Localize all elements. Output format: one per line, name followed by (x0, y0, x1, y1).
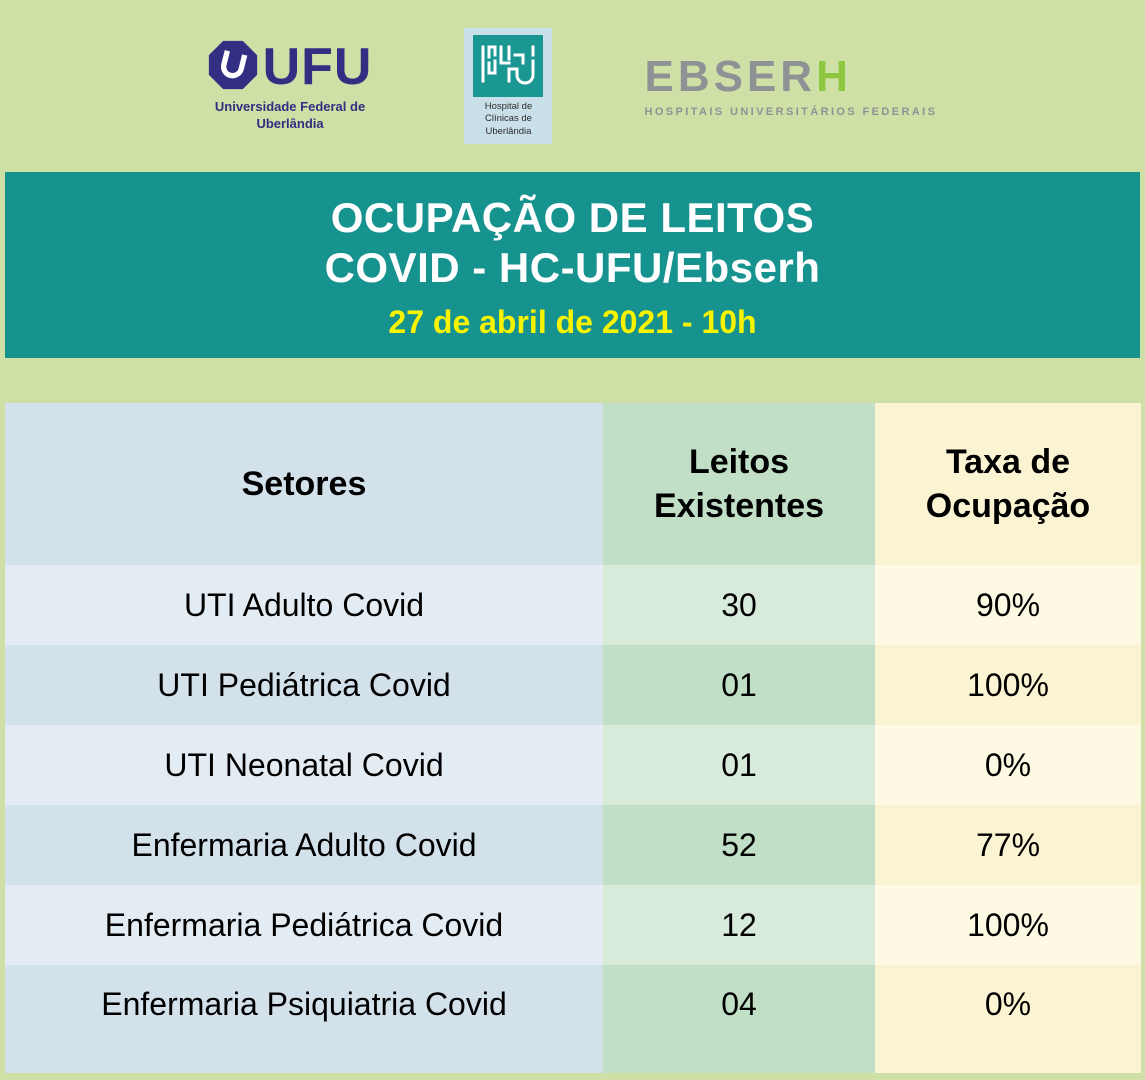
hc-logo (464, 28, 552, 144)
table-row (5, 565, 1141, 645)
cell-leitos: 01 (603, 725, 875, 805)
cell-leitos: 12 (603, 885, 875, 965)
table-row (5, 885, 1141, 965)
column-header-leitos-existentes: Leitos Existentes (603, 403, 875, 565)
cell-taxa: 90% (875, 565, 1141, 645)
table-header-row (5, 403, 1141, 565)
cell-taxa: 77% (875, 805, 1141, 885)
ebserh-logo (644, 51, 938, 118)
banner-date: 27 de abril de 2021 - 10h (388, 304, 757, 340)
table-row (5, 965, 1141, 1073)
cell-taxa: 0% (875, 965, 1141, 1073)
ufu-acronym-text: UFU (262, 38, 373, 97)
logos-header (0, 0, 1145, 172)
ebserh-wordmark (644, 51, 937, 101)
title-banner (5, 172, 1140, 358)
cell-setor: Enfermaria Adulto Covid (5, 805, 603, 885)
ufu-octagon-icon (208, 40, 258, 95)
ufu-logo (208, 40, 373, 133)
ufu-wordmark (208, 40, 373, 95)
cell-setor: UTI Neonatal Covid (5, 725, 603, 805)
banner-title-line1: OCUPAÇÃO DE LEITOS (330, 194, 815, 241)
banner-title-line2: COVID - HC-UFU/Ebserh (324, 244, 821, 291)
column-header-taxa-ocupacao: Taxa de Ocupação (875, 403, 1141, 565)
hc-name-text: Hospital de Clínicas de Uberlândia (484, 100, 533, 137)
cell-taxa: 0% (875, 725, 1141, 805)
hc-maze-icon (473, 35, 543, 97)
column-header-setores: Setores (5, 403, 603, 565)
ebserh-wordmark-green: H (816, 51, 852, 101)
cell-setor: Enfermaria Pediátrica Covid (5, 885, 603, 965)
table-row (5, 725, 1141, 805)
table-row (5, 645, 1141, 725)
cell-leitos: 01 (603, 645, 875, 725)
cell-setor: Enfermaria Psiquiatria Covid (5, 965, 603, 1073)
cell-leitos: 04 (603, 965, 875, 1073)
cell-setor: UTI Adulto Covid (5, 565, 603, 645)
ebserh-wordmark-gray: EBSER (644, 51, 817, 101)
ebserh-tagline: HOSPITAIS UNIVERSITÁRIOS FEDERAIS (644, 105, 938, 118)
cell-setor: UTI Pediátrica Covid (5, 645, 603, 725)
cell-leitos: 30 (603, 565, 875, 645)
cell-taxa: 100% (875, 885, 1141, 965)
ufu-subtitle: Universidade Federal de Uberlândia (214, 98, 366, 131)
table-row (5, 805, 1141, 885)
occupancy-table (5, 403, 1141, 1073)
cell-leitos: 52 (603, 805, 875, 885)
cell-taxa: 100% (875, 645, 1141, 725)
table-body (5, 565, 1141, 1073)
